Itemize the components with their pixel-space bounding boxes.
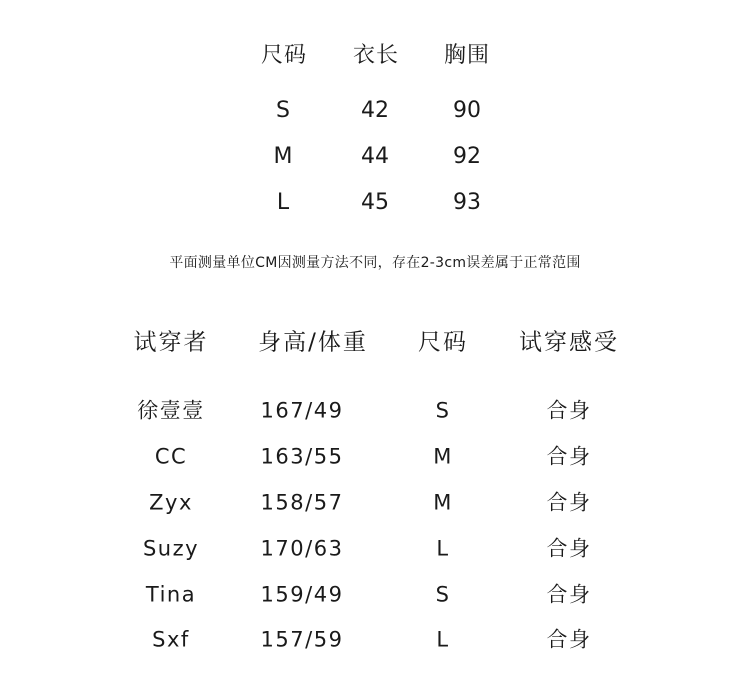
- size-chart-cell: S: [276, 98, 290, 123]
- fit-table-cell: M: [433, 490, 453, 515]
- fit-table-cell: S: [435, 398, 451, 423]
- size-chart-header-length: 衣长: [352, 43, 400, 68]
- fit-table-cell: 170/63: [260, 536, 344, 561]
- fit-table-cell: 合身: [546, 444, 592, 469]
- fit-table-cell: 167/49: [260, 398, 344, 423]
- fit-table-cell: Tina: [145, 582, 197, 607]
- fit-table-cell: Sxf: [152, 627, 190, 652]
- size-chart-cell: 92: [453, 144, 481, 169]
- fit-table-cell: 159/49: [260, 582, 344, 607]
- fit-table-cell: 合身: [546, 536, 592, 561]
- fit-table-cell: CC: [154, 444, 188, 469]
- fit-table-header-tester: 试穿者: [133, 329, 209, 356]
- size-chart-cell: 42: [361, 98, 389, 123]
- measurement-note: 平面测量单位CM因测量方法不同，存在2-3cm误差属于正常范围: [169, 255, 581, 271]
- fit-table-cell: 158/57: [260, 490, 344, 515]
- fit-table-cell: 合身: [546, 582, 592, 607]
- size-chart-cell: L: [276, 190, 290, 215]
- size-chart-cell: M: [273, 144, 293, 169]
- fit-table-cell: 合身: [546, 627, 592, 652]
- size-chart-header-size: 尺码: [260, 43, 308, 68]
- size-chart-cell: 93: [453, 190, 481, 215]
- fit-table-cell: 157/59: [260, 627, 344, 652]
- fit-table-cell: L: [436, 627, 450, 652]
- fit-table-cell: Suzy: [142, 536, 200, 561]
- fit-table-header-feeling: 试穿感受: [519, 329, 619, 356]
- fit-table-header-size: 尺码: [418, 329, 468, 356]
- fit-table-cell: 徐壹壹: [137, 398, 205, 423]
- fit-table-cell: 163/55: [260, 444, 344, 469]
- fit-table-cell: 合身: [546, 490, 592, 515]
- size-chart-cell: 44: [361, 144, 389, 169]
- fit-table-header-height-weight: 身高/体重: [258, 329, 368, 356]
- size-chart-header-chest: 胸围: [443, 43, 491, 68]
- fit-table-cell: Zyx: [149, 490, 193, 515]
- fit-table-cell: S: [435, 582, 451, 607]
- size-chart-cell: 90: [453, 98, 481, 123]
- fit-table-cell: L: [436, 536, 450, 561]
- size-chart-cell: 45: [361, 190, 389, 215]
- fit-table-cell: M: [433, 444, 453, 469]
- fit-table-cell: 合身: [546, 398, 592, 423]
